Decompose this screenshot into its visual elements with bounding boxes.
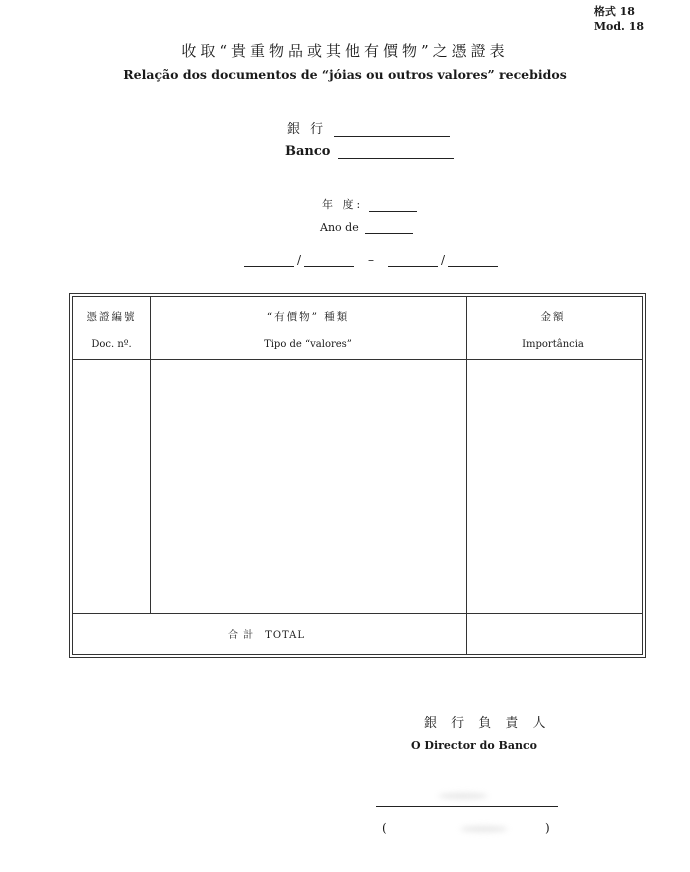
date-slash-2: /: [441, 253, 446, 267]
signature-smudge: [438, 793, 488, 799]
form-code-zh: 格式 18: [593, 5, 635, 18]
date-range: [244, 253, 498, 267]
header-value-type-zh: “有價物” 種類: [266, 311, 350, 323]
title-portuguese: Relação dos documentos de “jóias ou outros valores” recebidos: [123, 67, 567, 82]
doc-no-cell[interactable]: [73, 360, 150, 613]
signature-line[interactable]: [376, 806, 558, 807]
name-paren-open: (: [382, 821, 387, 835]
year-zh-label: 年 度:: [322, 198, 364, 211]
date-dash: –: [368, 253, 375, 267]
header-amount-pt: Importância: [522, 339, 584, 350]
header-doc-no-pt: Doc. nº.: [91, 339, 132, 350]
header-doc-no-zh: 憑證編號: [86, 311, 137, 323]
year-pt-label: Ano de: [320, 221, 359, 234]
year-pt-line[interactable]: [365, 222, 413, 234]
header-value-type: [150, 311, 466, 351]
total-label: 合 計 TOTAL: [228, 630, 306, 641]
value-type-cell[interactable]: [151, 360, 466, 613]
header-doc-no: [73, 311, 150, 351]
bank-pt-line[interactable]: [338, 144, 454, 159]
bank-zh-field: [287, 118, 450, 137]
date-to-month-line[interactable]: [448, 253, 498, 267]
date-from-month-line[interactable]: [304, 253, 354, 267]
year-zh-field: [322, 196, 417, 212]
header-value-type-pt: Tipo de “valores”: [264, 339, 352, 350]
values-table-inner: [72, 296, 643, 655]
date-from-day-line[interactable]: [244, 253, 294, 267]
bank-zh-line[interactable]: [334, 122, 450, 137]
values-table: [69, 293, 646, 658]
year-zh-line[interactable]: [369, 200, 417, 212]
name-smudge: [460, 826, 508, 832]
title-chinese: 收取“貴重物品或其他有價物”之憑證表: [181, 42, 509, 60]
form-code-mod: Mod. 18: [593, 20, 644, 33]
date-slash-1: /: [297, 253, 302, 267]
total-amount-cell[interactable]: [467, 614, 640, 654]
signature-pt-label: O Director do Banco: [411, 739, 537, 752]
amount-cell[interactable]: [467, 360, 640, 613]
header-amount: [466, 311, 640, 351]
bank-pt-label: Banco: [285, 144, 331, 159]
year-pt-field: [320, 221, 413, 234]
form-code: [594, 4, 644, 34]
signature-zh-label: 銀 行 負 責 人: [424, 716, 551, 731]
bank-pt-field: [285, 144, 454, 159]
date-to-day-line[interactable]: [388, 253, 438, 267]
bank-zh-label: 銀 行: [287, 122, 327, 137]
header-amount-zh: 金額: [540, 311, 566, 323]
name-paren-close: ): [545, 821, 550, 835]
